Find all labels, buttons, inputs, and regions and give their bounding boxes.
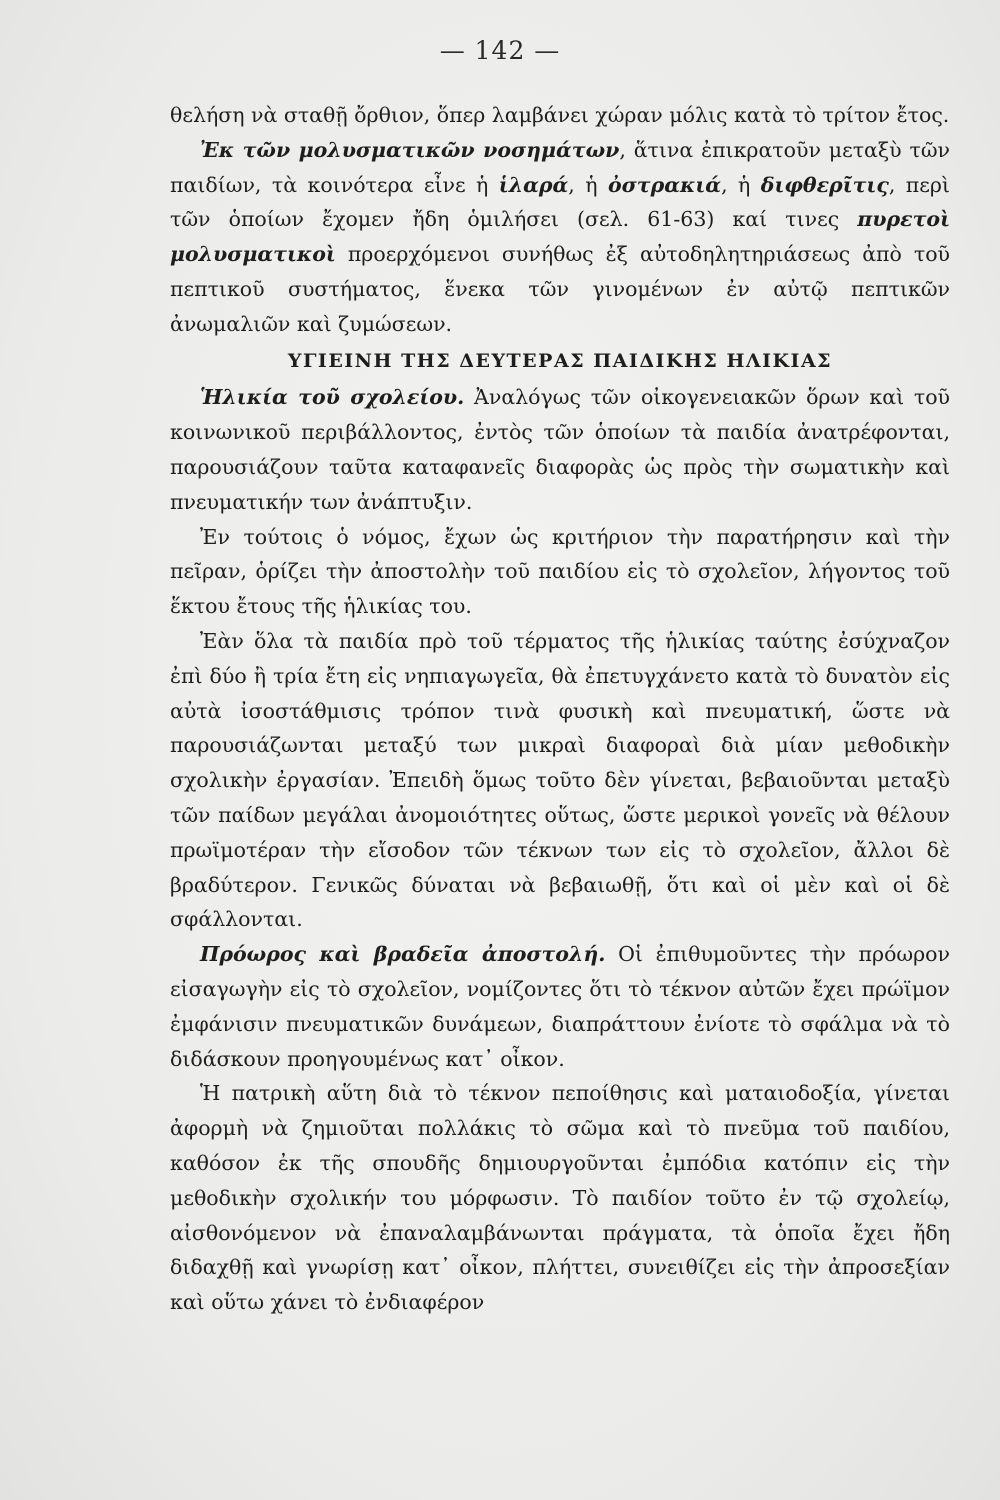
paragraph-text: , περὶ τῶν ὁποίων ἔχομεν ἤδη ὁμιλήσει (σελ. 61-63) καί τινες <box>170 172 950 232</box>
emphasis-scarlet-fever: ὀστρακιά <box>608 172 722 197</box>
page-number: — 142 — <box>439 36 561 65</box>
emphasis-diphtheria: διφθερῖτις <box>760 172 889 197</box>
emphasis-infectious-fevers: πυρετοὶ μολυσματικοὶ <box>170 207 950 267</box>
paragraph-kindergarten: Ἐὰν ὅλα τὰ παιδία πρὸ τοῦ τέρματος τῆς ἡλικίας ταύτης ἐσύχναζον ἐπὶ δύο ἢ τρία ἔτη εἰς νηπιαγωγεῖα, θὰ ἐπετυγχάνετο κατὰ τὸ δυνατὸν εἰς αὐτὰ ἰσοστάθμισις τρόπον τινὰ φυσικὴ καὶ πνευματική, ὥστε νὰ παρουσιάζωνται μεταξύ των μικραὶ διαφοραὶ διὰ μίαν μεθοδικὴν σχολικὴν ἐργασίαν. Ἐπειδὴ ὅμως τοῦτο δὲν γίνεται, βεβαιοῦνται μεταξὺ τῶν παίδων μεγάλαι ἀνομοιότητες οὕτως, ὥστε μερικοὶ γονεῖς νὰ θέλουν πρωϊμοτέραν τὴν εἴσοδον τῶν τέκνων των εἰς τὸ σχολεῖον, ἄλλοι δὲ βραδύτερον. Γενικῶς δύναται νὰ βεβαιωθῇ, ὅτι καὶ οἱ μὲν καὶ οἱ δὲ σφάλλονται. <box>170 628 950 932</box>
paragraph-text: Ἀναλόγως τῶν οἰκογενειακῶν ὅρων καὶ τοῦ κοινωνικοῦ περιβάλλοντος, ἐντὸς τῶν ὁποίων τὰ παιδία ἀνατρέφονται, παρουσιάζουν ταῦτα καταφανεῖς διαφορὰς ὡς πρὸς τὴν σωματικὴν καὶ πνευματικήν των ἀνάπτυξιν. <box>170 385 950 514</box>
page-body <box>170 98 950 1320</box>
paragraph-parental-vanity: Ἡ πατρικὴ αὕτη διὰ τὸ τέκνον πεποίθησις καὶ ματαιοδοξία, γίνεται ἀφορμὴ νὰ ζημιοῦται πολλάκις τὸ σῶμα καὶ τὸ πνεῦμα τοῦ παιδίου, καθόσον ἐκ τῆς σπουδῆς δημιουργοῦνται ἐμπόδια κατόπιν εἰς τὴν μεθοδικὴν σχολικήν του μόρφωσιν. Τὸ παιδίον τοῦτο ἐν τῷ σχολείῳ, αἰσθονόμενον νὰ ἐπαναλαμβάνωνται πράγματα, τὰ ὁποῖα ἔχει ἤδη διδαχθῇ καὶ γνωρίσῃ κατ᾽ οἶκον, πλήττει, συνειθίζει εἰς τὴν ἀπροσεξίαν καὶ οὕτω χάνει τὸ ἐνδιαφέρον <box>170 1081 950 1315</box>
paragraph-school-age <box>170 380 950 519</box>
paragraph-early-late-enrollment <box>170 937 950 1076</box>
paragraph-infectious-diseases <box>170 133 950 342</box>
paragraph-text: , ἡ <box>568 172 608 197</box>
emphasis-infectious-diseases: Ἐκ τῶν μολυσματικῶν νοσημάτων <box>200 137 620 162</box>
paragraph-continuation <box>170 98 950 133</box>
runin-heading-school-age: Ἡλικία τοῦ σχολείου. <box>200 385 465 410</box>
runin-heading-early-late: Πρόωρος καὶ βραδεῖα ἀποστολή. <box>200 942 606 967</box>
paragraph-text: θελήση νὰ σταθῇ ὄρθιον, ὅπερ λαμβάνει χώραν μόλις κατὰ τὸ τρίτον ἔτος. <box>170 103 950 127</box>
emphasis-measles: ἱλαρά <box>498 172 569 197</box>
paragraph-law: Ἐν τούτοις ὁ νόμος, ἔχων ὡς κριτήριον τὴν παρατήρησιν καὶ τὴν πεῖραν, ὁρίζει τὴν ἀποστολὴν τοῦ παιδίου εἰς τὸ σχολεῖον, λήγοντος τοῦ ἕκτου ἔτους τῆς ἡλικίας του. <box>170 524 950 619</box>
paragraph-text: , ἅτινα ἐπικρατοῦν μεταξὺ τῶν παιδίων, τὰ κοινότερα εἶνε ἡ <box>170 137 950 197</box>
paragraph-text: προερχόμενοι συνήθως ἐξ αὐτοδηλητηριάσεως ἀπὸ τοῦ πεπτικοῦ συστήματος, ἕνεκα τῶν γινομένων ἐν αὐτῷ πεπτικῶν ἀνωμαλιῶν καὶ ζυμώσεων. <box>170 242 950 336</box>
paragraph-text: , ἡ <box>721 172 761 197</box>
section-heading: ΥΓΙΕΙΝΗ ΤΗΣ ΔΕΥΤΕΡΑΣ ΠΑΙΔΙΚΗΣ ΗΛΙΚΙΑΣ <box>287 349 833 372</box>
paragraph-text: Οἱ ἐπιθυμοῦντες τὴν πρόωρον εἰσαγωγὴν εἰς τὸ σχολεῖον, νομίζοντες ὅτι τὸ τέκνον αὐτῶν ἔχει πρώϊμον ἐμφάνισιν πνευματικῶν δυνάμεων, διαπράττουν ἐνίοτε τὸ σφάλμα νὰ τὸ διδάσκουν προηγουμένως κατ᾽ οἶκον. <box>170 942 950 1071</box>
